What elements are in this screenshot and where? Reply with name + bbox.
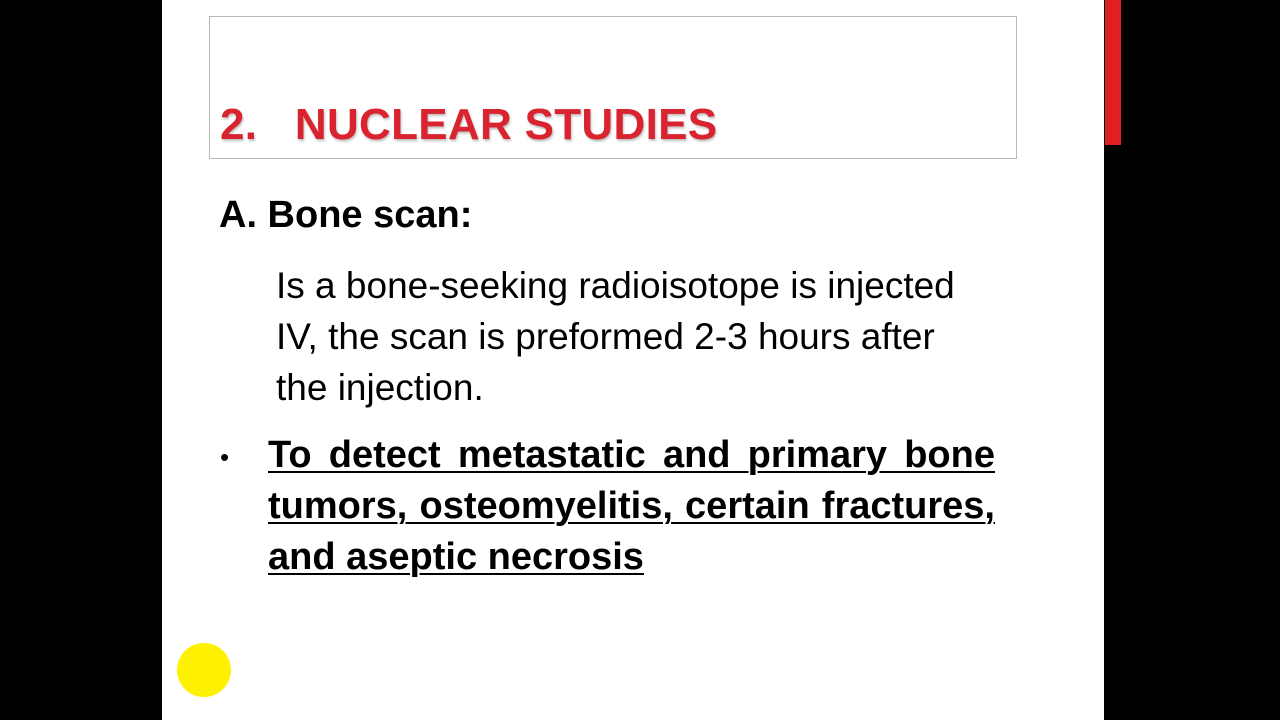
slide-subheading: A. Bone scan: [219,194,473,236]
bullet-dot-icon: • [220,442,230,472]
bullet-point-text: To detect metastatic and primary bone tumors, osteomyelitis, certain fractures, and aseptic necrosis [268,434,995,578]
slide-title: 2. NUCLEAR STUDIES [220,100,718,149]
title-placeholder [209,16,1017,159]
laser-pointer-dot-icon [177,643,231,697]
presentation-slide [162,0,1104,720]
bone-scan-description: Is a bone-seeking radioisotope is injected IV, the scan is preformed 2-3 hours after the injection. [276,265,955,408]
red-accent-bar [1105,0,1121,145]
